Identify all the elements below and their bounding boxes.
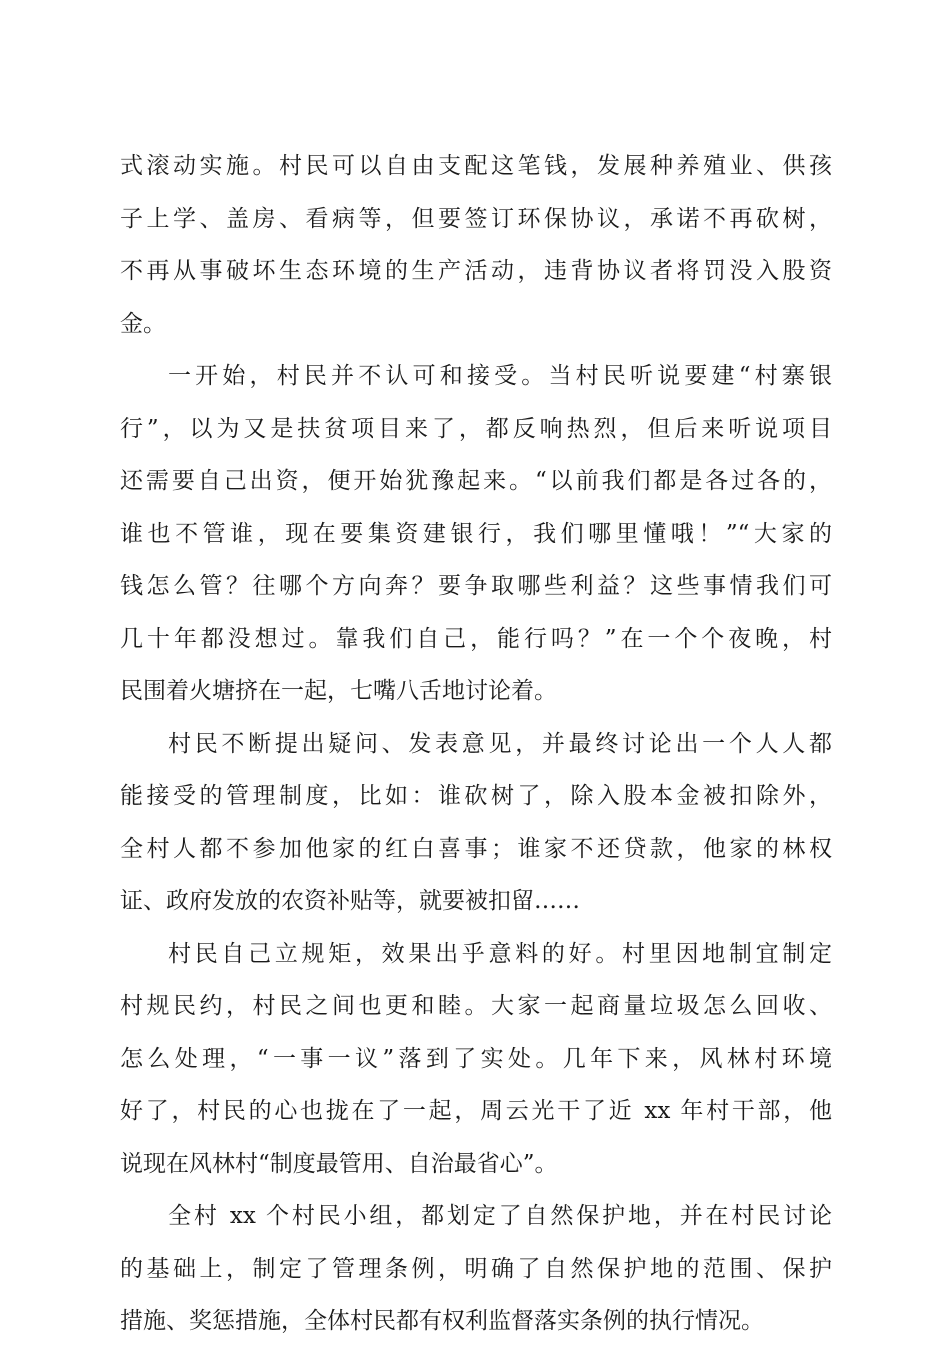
text-line: 说现在风林村“制度最管用、自治最省心”。 — [120, 1150, 558, 1177]
text-line: 式滚动实施。村民可以自由支配这笔钱，发展种养殖业、供孩 — [120, 153, 832, 179]
text-line: 行”，以为又是扶贫项目来了，都反响热烈，但后来听说项目 — [120, 415, 832, 442]
text-line: 钱怎么管？往哪个方向奔？要争取哪些利益？这些事情我们可 — [120, 573, 832, 599]
text-line: 全村 xx 个村民小组，都划定了自然保护地，并在村民讨论 — [168, 1203, 832, 1229]
text-line: 一开始，村民并不认可和接受。当村民听说要建“村寨银 — [168, 363, 832, 389]
text-line: 子上学、盖房、看病等，但要签订环保协议，承诺不再砍树， — [120, 205, 832, 232]
text-line: 措施、奖惩措施，全体村民都有权利监督落实条例的执行情况。 — [120, 1308, 764, 1334]
text-line: 村民自己立规矩，效果出乎意料的好。村里因地制宜制定 — [168, 940, 832, 967]
text-line: 几十年都没想过。靠我们自己，能行吗？”在一个个夜晚，村 — [120, 625, 832, 652]
text-line: 的基础上，制定了管理条例，明确了自然保护地的范围、保护 — [120, 1255, 832, 1282]
text-line: 不再从事破坏生态环境的生产活动，违背协议者将罚没入股资 — [120, 258, 832, 284]
text-line: 村规民约，村民之间也更和睦。大家一起商量垃圾怎么回收、 — [120, 993, 832, 1019]
text-line: 好了，村民的心也拢在了一起，周云光干了近 xx 年村干部，他 — [120, 1098, 832, 1124]
text-line: 证、政府发放的农资补贴等，就要被扣留…… — [120, 888, 580, 914]
text-line: 谁也不管谁，现在要集资建银行，我们哪里懂哦！”“大家的 — [120, 520, 832, 547]
text-line: 还需要自己出资，便开始犹豫起来。“以前我们都是各过各的， — [120, 468, 832, 494]
document-body — [120, 140, 832, 1348]
text-line: 全村人都不参加他家的红白喜事；谁家不还贷款，他家的林权 — [120, 835, 832, 862]
text-line: 怎么处理，“一事一议”落到了实处。几年下来，风林村环境 — [120, 1045, 832, 1072]
text-line: 金。 — [120, 310, 166, 337]
text-line: 能接受的管理制度，比如：谁砍树了，除入股本金被扣除外， — [120, 783, 832, 809]
text-line: 村民不断提出疑问、发表意见，并最终讨论出一个人人都 — [168, 730, 832, 757]
text-line: 民围着火塘挤在一起，七嘴八舌地讨论着。 — [120, 678, 557, 704]
